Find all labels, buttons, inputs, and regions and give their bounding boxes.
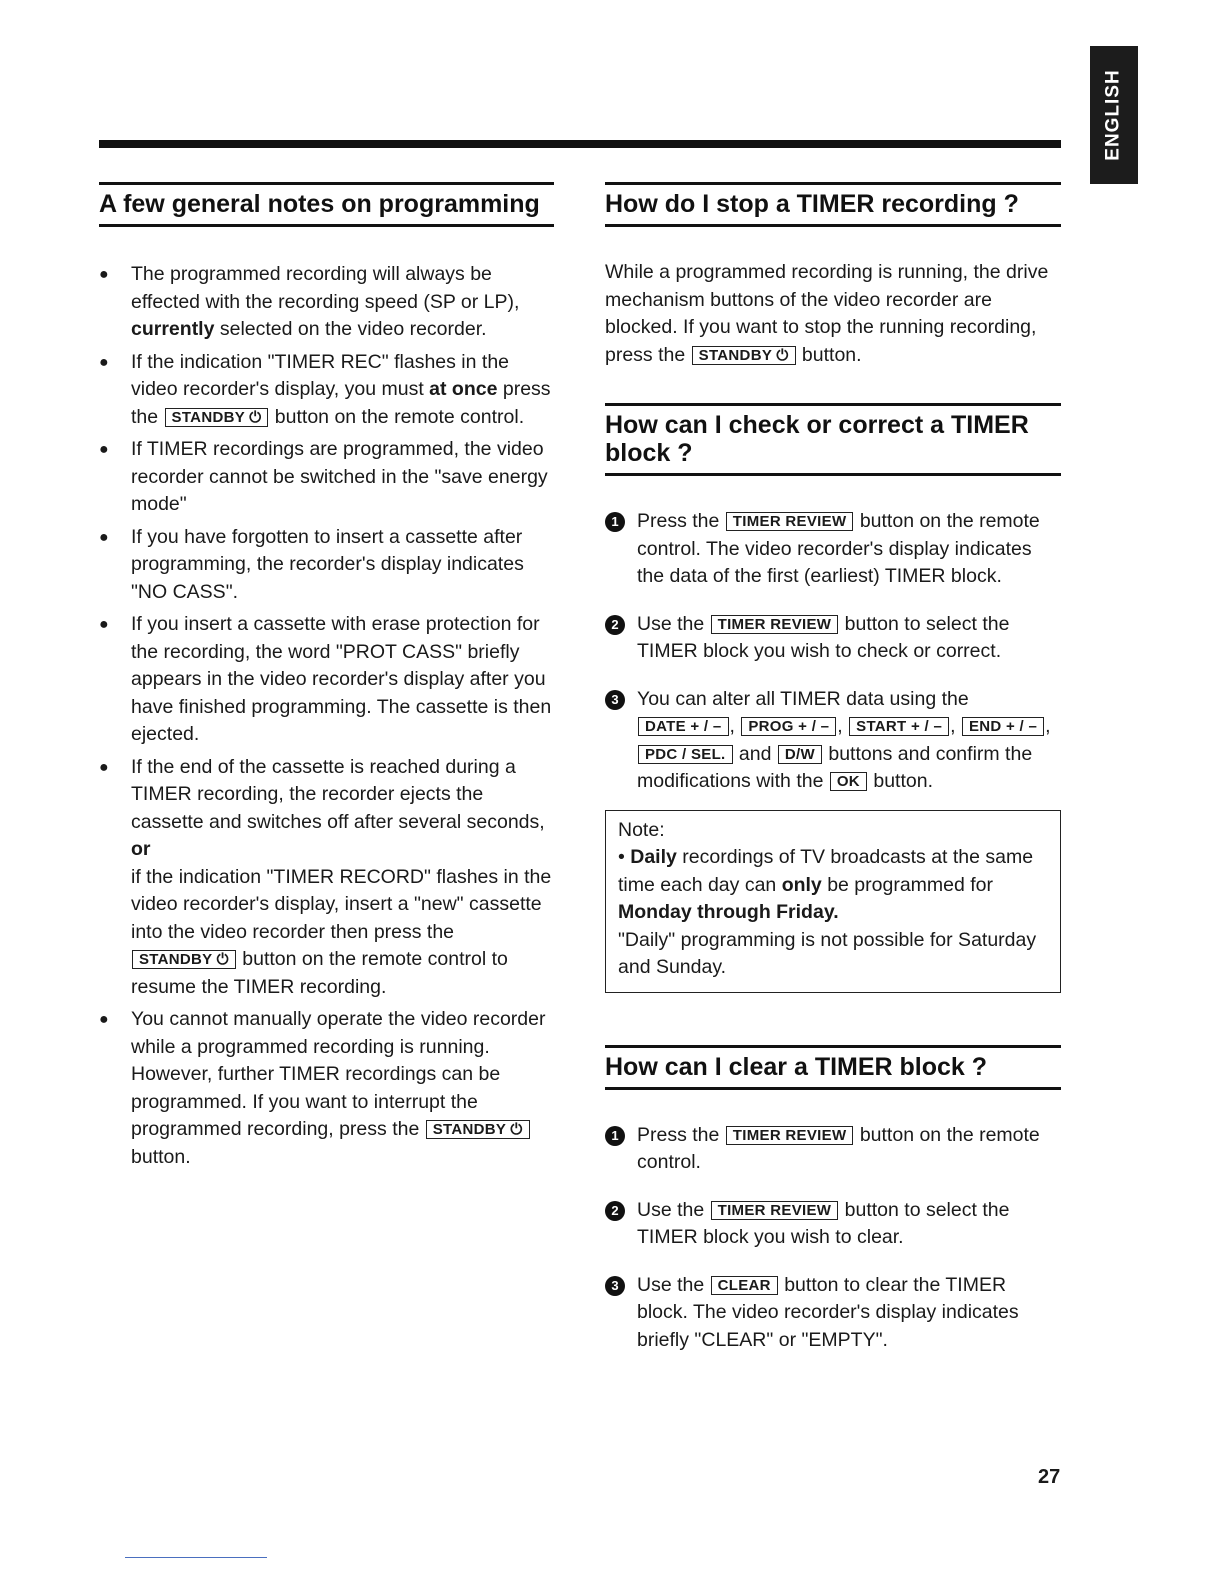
- language-tab-label: ENGLISH: [1103, 69, 1125, 161]
- bullet-icon: ●: [99, 353, 109, 371]
- standby-key: STANDBY ⏻: [692, 346, 796, 365]
- list-item: ● If you have forgotten to insert a cassette after programming, the recorder's display indicates "NO CASS".: [99, 525, 524, 603]
- bullet-icon: ●: [99, 266, 109, 283]
- language-tab: [1090, 46, 1138, 184]
- timer-review-key: TIMER REVIEW: [711, 1201, 839, 1220]
- step-number-icon: 1: [605, 1126, 625, 1146]
- dw-key: D/W: [778, 745, 822, 764]
- standby-key: STANDBY ⏻: [132, 950, 236, 969]
- clear-timer-steps: [605, 1122, 1061, 1355]
- standby-key: STANDBY ⏻: [426, 1120, 530, 1139]
- list-item: ● If you insert a cassette with erase protection for the recording, the word "PROT CASS" briefly appears in the video recorder's display after you have finished programming. The cassette is then ejected.: [99, 613, 552, 745]
- clear-timer-heading: How can I clear a TIMER block ?: [605, 1052, 988, 1081]
- step-item: 1 Press the TIMER REVIEW button on the remote control. The video recorder's display indicates the data of the first (earliest) TIMER block.: [605, 508, 1061, 591]
- start-key: START + / –: [849, 717, 949, 736]
- timer-review-key: TIMER REVIEW: [711, 615, 839, 634]
- bullet-icon: ●: [99, 528, 109, 546]
- general-notes-header: [99, 182, 554, 227]
- end-key: END + / –: [962, 717, 1044, 736]
- list-item: ● The programmed recording will always be effected with the recording speed (SP or LP), currently selected on the video recorder.: [99, 263, 520, 340]
- date-key: DATE + / –: [638, 717, 729, 736]
- standby-key: STANDBY ⏻: [165, 408, 269, 427]
- note-line-2: "Daily" programming is not possible for Saturday and Sunday.: [618, 928, 1037, 978]
- step-item: 2 Use the TIMER REVIEW button to select the TIMER block you wish to check or correct.: [605, 611, 1061, 666]
- ok-key: OK: [830, 772, 867, 791]
- note-box: [605, 810, 1061, 993]
- footer-line: [125, 1557, 267, 1558]
- step-number-icon: 3: [605, 1276, 625, 1296]
- list-item: ● You cannot manually operate the video recorder while a programmed recording is running. However, further TIMER recordings can be programmed. If you want to interrupt the programmed recording, press the STANDBY ⏻ button.: [99, 1008, 546, 1168]
- note-line-1: • Daily recordings of TV broadcasts at the same time each day can only be programmed for Monday through Friday.: [618, 846, 1034, 923]
- clear-timer-header: [605, 1045, 1061, 1090]
- left-column: [99, 182, 554, 1176]
- step-number-icon: 3: [605, 690, 625, 710]
- stop-timer-heading: How do I stop a TIMER recording ?: [605, 190, 1019, 218]
- general-notes-list: [99, 261, 554, 1171]
- step-item: 3 You can alter all TIMER data using the DATE + / – , PROG + / – , START + / – , END + / – , PDC / SEL. and D/W buttons and confirm the modifications with the OK button.: [605, 686, 1061, 796]
- prog-key: PROG + / –: [741, 717, 836, 736]
- check-timer-header: [605, 403, 1061, 476]
- check-timer-heading: How can I check or correct a TIMER block ?: [605, 411, 1029, 467]
- step-number-icon: 2: [605, 1201, 625, 1221]
- step-item: 1 Press the TIMER REVIEW button on the remote control.: [605, 1122, 1061, 1177]
- pdc-sel-key: PDC / SEL.: [638, 745, 733, 764]
- top-rule: [99, 140, 1061, 148]
- check-timer-steps: [605, 508, 1061, 796]
- general-notes-heading: A few general notes on programming: [99, 190, 540, 218]
- bullet-icon: ●: [99, 441, 109, 458]
- step-number-icon: 2: [605, 615, 625, 635]
- note-label: Note:: [618, 818, 665, 841]
- list-item: ● If the indication "TIMER REC" flashes in the video recorder's display, you must at once press the STANDBY ⏻ button on the remote control.: [99, 350, 551, 428]
- bullet-icon: ●: [99, 616, 109, 633]
- list-item: ● If TIMER recordings are programmed, the video recorder cannot be switched in the "save energy mode": [99, 438, 548, 515]
- clear-key: CLEAR: [711, 1276, 778, 1295]
- timer-review-key: TIMER REVIEW: [726, 512, 854, 531]
- bullet-icon: ●: [99, 758, 109, 776]
- stop-timer-text: While a programmed recording is running, the drive mechanism buttons of the video recorder are blocked. If you want to stop the running recording, press the STANDBY ⏻ button.: [605, 261, 1049, 366]
- right-column: [605, 182, 1061, 1374]
- step-number-icon: 1: [605, 512, 625, 532]
- step-item: 3 Use the CLEAR button to clear the TIMER block. The video recorder's display indicates briefly "CLEAR" or "EMPTY".: [605, 1272, 1061, 1355]
- page-number: 27: [1038, 1466, 1061, 1488]
- timer-review-key: TIMER REVIEW: [726, 1126, 854, 1145]
- step-item: 2 Use the TIMER REVIEW button to select the TIMER block you wish to clear.: [605, 1197, 1061, 1252]
- bullet-icon: ●: [99, 1011, 109, 1028]
- stop-timer-header: [605, 182, 1061, 227]
- list-item: ● If the end of the cassette is reached during a TIMER recording, the recorder ejects the cassette and switches off after several seconds, or if the indication "TIMER RECORD" flashes in the video recorder's display, insert a "new" cassette into the video recorder then press the STANDBY ⏻ button on the remote control to resume the TIMER recording.: [99, 755, 552, 998]
